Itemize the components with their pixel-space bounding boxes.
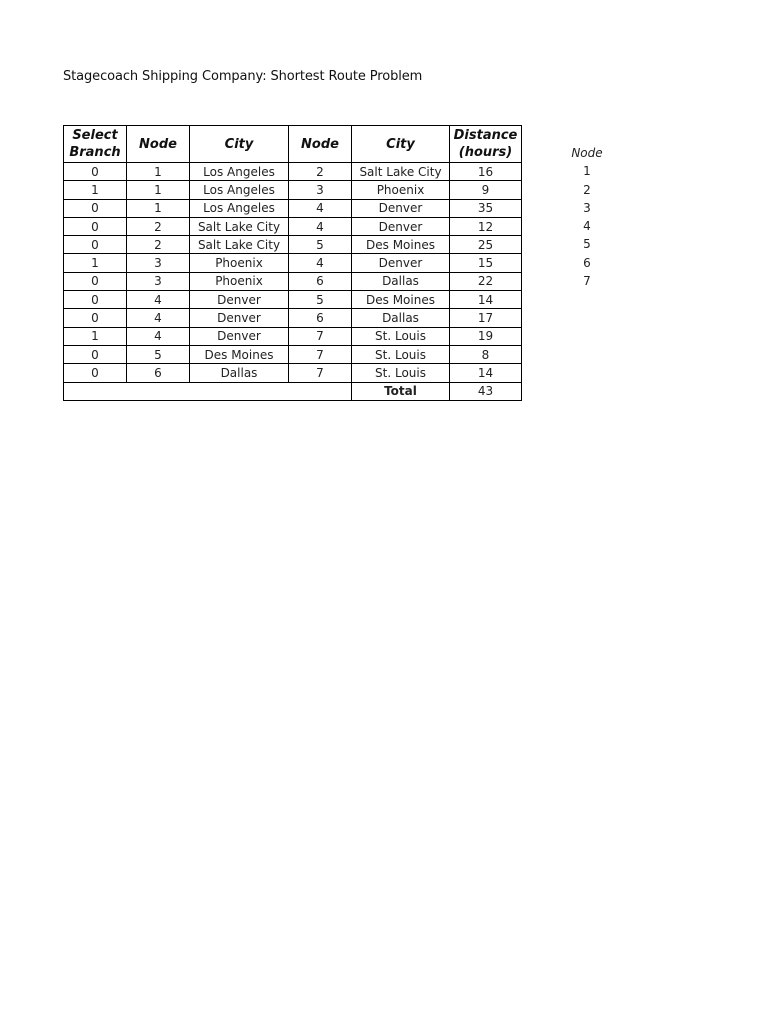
side-node-header: Node: [571, 146, 603, 160]
header-select-branch-line2: Branch: [69, 145, 121, 160]
side-node-value: 2: [583, 182, 591, 197]
cell-to-city: St. Louis: [352, 364, 450, 382]
table-row: [64, 327, 522, 345]
cell-distance: 22: [450, 272, 522, 290]
cell-to-node: 4: [289, 199, 352, 217]
cell-from-city: Los Angeles: [190, 163, 289, 181]
header-distance: [450, 126, 522, 163]
cell-select-branch: 0: [64, 309, 127, 327]
table-row: [64, 254, 522, 272]
cell-from-city: Des Moines: [190, 345, 289, 363]
cell-select-branch: 0: [64, 163, 127, 181]
cell-distance: 25: [450, 236, 522, 254]
route-table: [63, 125, 522, 401]
side-node-list: [560, 144, 614, 290]
cell-from-node: 4: [127, 327, 190, 345]
cell-distance: 8: [450, 345, 522, 363]
cell-distance: 12: [450, 217, 522, 235]
table-row: [64, 199, 522, 217]
side-node-value: 5: [583, 237, 591, 252]
header-select-branch-line1: Select: [72, 128, 118, 143]
cell-select-branch: 0: [64, 345, 127, 363]
table-row: [64, 217, 522, 235]
cell-to-city: Dallas: [352, 272, 450, 290]
cell-distance: 17: [450, 309, 522, 327]
cell-from-city: Los Angeles: [190, 181, 289, 199]
cell-distance: 14: [450, 364, 522, 382]
table-row: [64, 181, 522, 199]
cell-from-node: 4: [127, 309, 190, 327]
cell-to-node: 5: [289, 236, 352, 254]
cell-to-city: St. Louis: [352, 327, 450, 345]
cell-from-node: 1: [127, 199, 190, 217]
cell-from-node: 2: [127, 217, 190, 235]
cell-select-branch: 0: [64, 199, 127, 217]
header-select-branch: [64, 126, 127, 163]
cell-select-branch: 0: [64, 291, 127, 309]
cell-to-node: 7: [289, 345, 352, 363]
cell-from-node: 1: [127, 163, 190, 181]
header-node-to: Node: [289, 126, 352, 163]
cell-distance: 19: [450, 327, 522, 345]
cell-to-node: 7: [289, 327, 352, 345]
cell-select-branch: 0: [64, 364, 127, 382]
cell-to-city: St. Louis: [352, 345, 450, 363]
total-label: Total: [352, 382, 450, 400]
cell-select-branch: 0: [64, 272, 127, 290]
cell-from-node: 2: [127, 236, 190, 254]
cell-distance: 16: [450, 163, 522, 181]
cell-to-city: Des Moines: [352, 291, 450, 309]
cell-to-city: Denver: [352, 254, 450, 272]
table-header-row: [64, 126, 522, 163]
cell-from-city: Salt Lake City: [190, 217, 289, 235]
cell-to-node: 6: [289, 309, 352, 327]
cell-from-city: Denver: [190, 327, 289, 345]
cell-to-node: 7: [289, 364, 352, 382]
side-node-value: 1: [583, 164, 591, 179]
header-city-to: City: [352, 126, 450, 163]
cell-distance: 35: [450, 199, 522, 217]
side-node-value: 7: [583, 274, 591, 289]
cell-from-city: Dallas: [190, 364, 289, 382]
cell-from-node: 4: [127, 291, 190, 309]
side-node-value: 4: [583, 219, 591, 234]
cell-from-node: 3: [127, 272, 190, 290]
cell-to-node: 3: [289, 181, 352, 199]
cell-from-node: 6: [127, 364, 190, 382]
cell-select-branch: 0: [64, 217, 127, 235]
table-row: [64, 272, 522, 290]
cell-from-node: 1: [127, 181, 190, 199]
total-spacer-cell: [64, 382, 352, 400]
cell-from-city: Denver: [190, 291, 289, 309]
cell-select-branch: 0: [64, 236, 127, 254]
cell-to-node: 5: [289, 291, 352, 309]
table-row: [64, 364, 522, 382]
cell-from-city: Salt Lake City: [190, 236, 289, 254]
cell-to-city: Dallas: [352, 309, 450, 327]
header-distance-line1: Distance: [453, 128, 518, 143]
cell-to-city: Denver: [352, 199, 450, 217]
side-node-value: 6: [583, 255, 591, 270]
table-row: [64, 345, 522, 363]
side-node-value: 3: [583, 200, 591, 215]
cell-from-city: Phoenix: [190, 272, 289, 290]
cell-to-node: 2: [289, 163, 352, 181]
cell-from-node: 5: [127, 345, 190, 363]
table-row: [64, 309, 522, 327]
table-total-row: [64, 382, 522, 400]
cell-to-node: 4: [289, 254, 352, 272]
header-distance-line2: (hours): [458, 145, 513, 160]
header-node-from: Node: [127, 126, 190, 163]
cell-to-city: Denver: [352, 217, 450, 235]
cell-select-branch: 1: [64, 254, 127, 272]
cell-distance: 14: [450, 291, 522, 309]
page-title: Stagecoach Shipping Company: Shortest Route Problem: [63, 69, 423, 84]
cell-select-branch: 1: [64, 327, 127, 345]
cell-from-city: Denver: [190, 309, 289, 327]
header-city-from: City: [190, 126, 289, 163]
table-row: [64, 163, 522, 181]
cell-to-node: 4: [289, 217, 352, 235]
cell-to-city: Salt Lake City: [352, 163, 450, 181]
cell-to-city: Phoenix: [352, 181, 450, 199]
total-value: 43: [450, 382, 522, 400]
cell-from-city: Phoenix: [190, 254, 289, 272]
cell-distance: 9: [450, 181, 522, 199]
cell-from-city: Los Angeles: [190, 199, 289, 217]
table-row: [64, 291, 522, 309]
table-row: [64, 236, 522, 254]
cell-from-node: 3: [127, 254, 190, 272]
cell-to-node: 6: [289, 272, 352, 290]
cell-select-branch: 1: [64, 181, 127, 199]
cell-distance: 15: [450, 254, 522, 272]
cell-to-city: Des Moines: [352, 236, 450, 254]
